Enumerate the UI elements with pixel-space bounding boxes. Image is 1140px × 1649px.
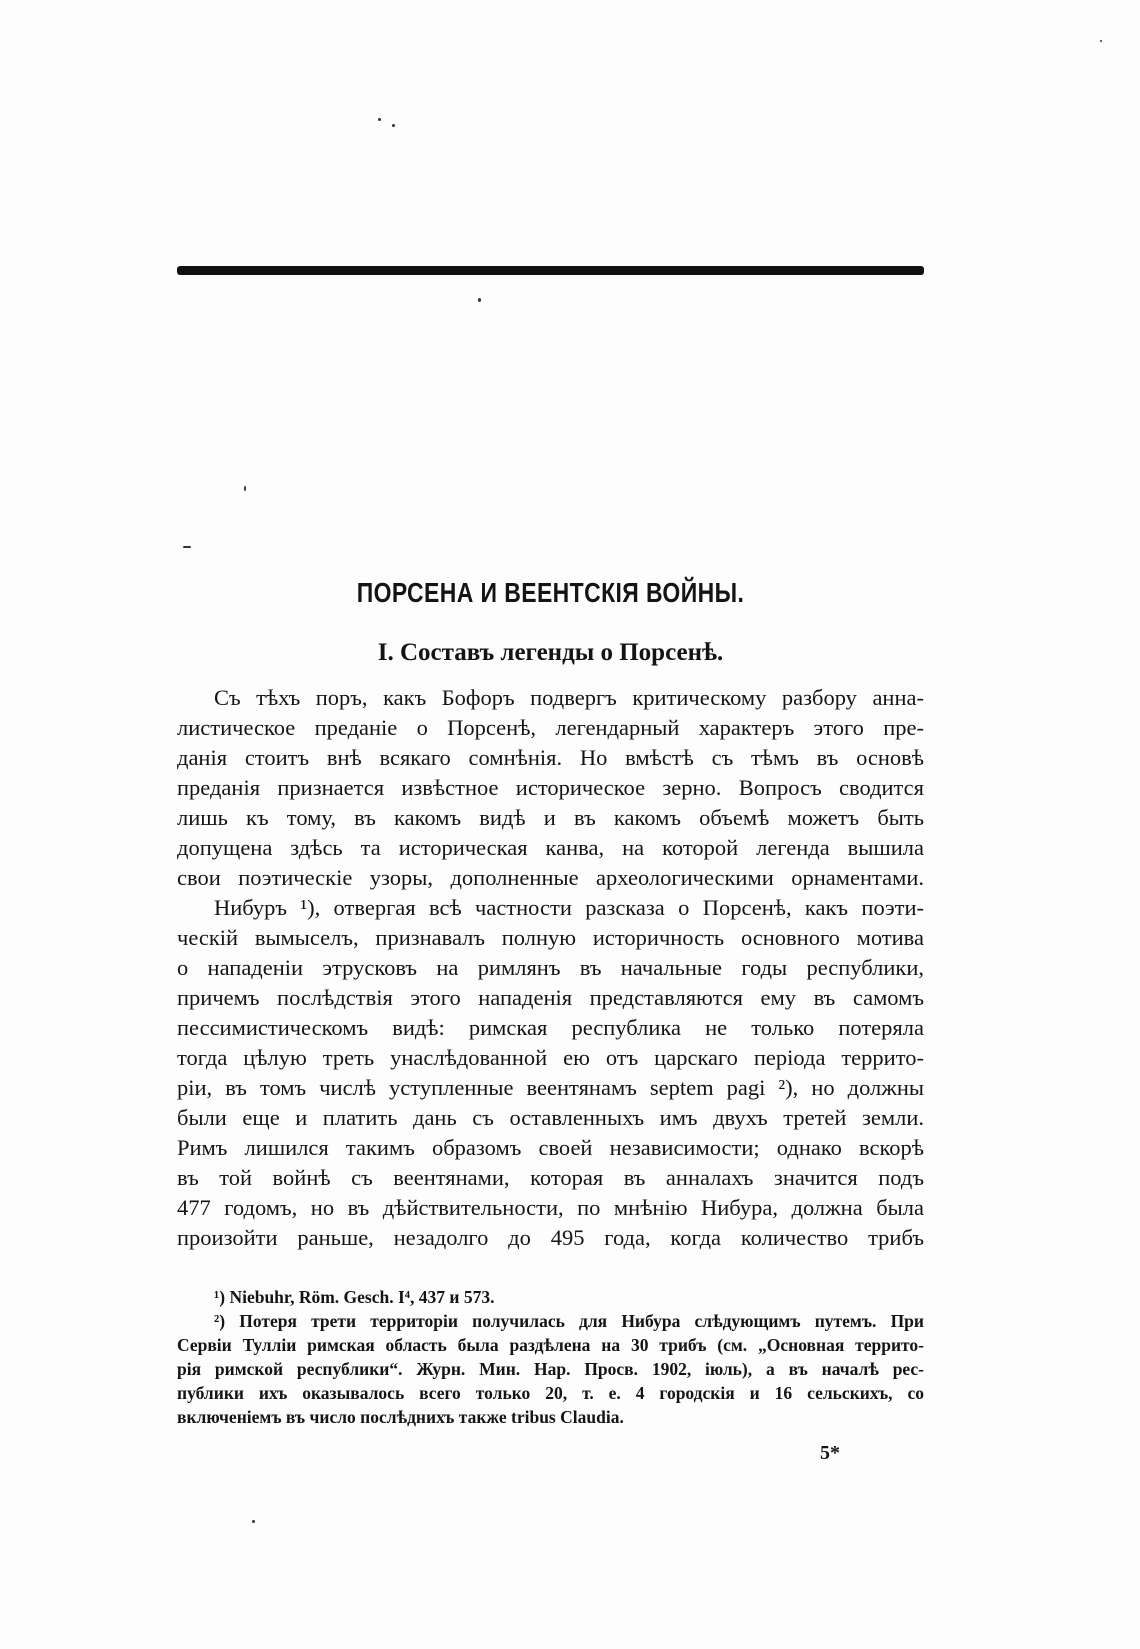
header-rule — [177, 266, 924, 275]
scan-speck — [392, 124, 395, 127]
footnote-2-line: включеніемъ въ число послѣднихъ также tribus Claudia. — [177, 1407, 624, 1427]
footnote-2-line: рія римской республики“. Журн. Мин. Нар. Просв. 1902, іюль), а въ началѣ рес- — [177, 1359, 924, 1379]
text-line: свои поэтическіе узоры, дополненные археологическими орнаментами. — [177, 865, 924, 890]
footnotes — [177, 1285, 924, 1429]
text-line: произойти раньше, незадолго до 495 года, когда количество трибъ — [177, 1225, 924, 1250]
text-line: пессимистическомъ видѣ: римская республика не только потеряла — [177, 1015, 924, 1040]
text-line: о нападеніи этрусковъ на римлянъ въ начальные годы республики, — [177, 955, 924, 980]
text-line: данія стоитъ внѣ всякаго сомнѣнія. Но вмѣстѣ съ тѣмъ въ основѣ — [177, 745, 924, 770]
text-line: въ той войнѣ съ веентянами, которая въ анналахъ значится подъ — [177, 1165, 924, 1190]
scan-speck — [478, 298, 481, 302]
scan-speck — [378, 118, 381, 121]
section-heading: I. Составъ легенды о Порсенѣ. — [377, 639, 724, 666]
article-title: ПОРСЕНА И ВЕЕНТСКІЯ ВОЙНЫ. — [356, 577, 745, 608]
footnote-1: ¹) Niebuhr, Röm. Gesch. I⁴, 437 и 573. — [214, 1287, 495, 1307]
text-line: ческій вымыселъ, признавалъ полную историчность основного мотива — [177, 925, 924, 950]
text-line: Съ тѣхъ поръ, какъ Бофоръ подвергъ критическому разбору анна- — [214, 685, 924, 710]
text-line: преданія признается извѣстное историческое зерно. Вопросъ сводится — [177, 775, 924, 800]
text-line: Римъ лишился такимъ образомъ своей независимости; однако вскорѣ — [177, 1135, 924, 1160]
scan-speck — [1100, 40, 1102, 42]
scan-speck — [183, 546, 191, 548]
text-line: 477 годомъ, но въ дѣйствительности, по мнѣнію Нибура, должна была — [177, 1195, 924, 1220]
text-line: причемъ послѣдствія этого нападенія представляются ему въ самомъ — [177, 985, 924, 1010]
footnote-2-line: публики ихъ оказывалось всего только 20, т. е. 4 городскія и 16 сельскихъ, со — [177, 1383, 924, 1403]
body-paragraphs — [177, 683, 924, 1253]
text-line: лишь къ тому, въ какомъ видѣ и въ какомъ объемѣ можетъ быть — [177, 805, 924, 830]
text-line: допущена здѣсь та историческая канва, на которой легенда вышила — [177, 835, 924, 860]
page-number: 5* — [820, 1442, 840, 1464]
footnote-2-line: Сервіи Тулліи римская область была раздѣлена на 30 трибъ (см. „Основная террито- — [177, 1335, 924, 1355]
text-line: листическое преданіе о Порсенѣ, легендарный характеръ этого пре- — [177, 715, 924, 740]
text-line: были еще и платить дань съ оставленныхъ имъ двухъ третей земли. — [177, 1105, 924, 1130]
text-line: ріи, въ томъ числѣ уступленные веентянамъ septem pagi ²), но должны — [177, 1075, 924, 1100]
scan-speck — [252, 1520, 255, 1523]
text-line: тогда цѣлую треть унаслѣдованной ею отъ царскаго періода террито- — [177, 1045, 924, 1070]
footnote-2-line: ²) Потеря трети территоріи получилась для Нибура слѣдующимъ путемъ. При — [214, 1311, 924, 1331]
text-line: Нибуръ ¹), отвергая всѣ частности разсказа о Порсенѣ, какъ поэти- — [214, 895, 924, 920]
scan-speck — [244, 486, 246, 491]
